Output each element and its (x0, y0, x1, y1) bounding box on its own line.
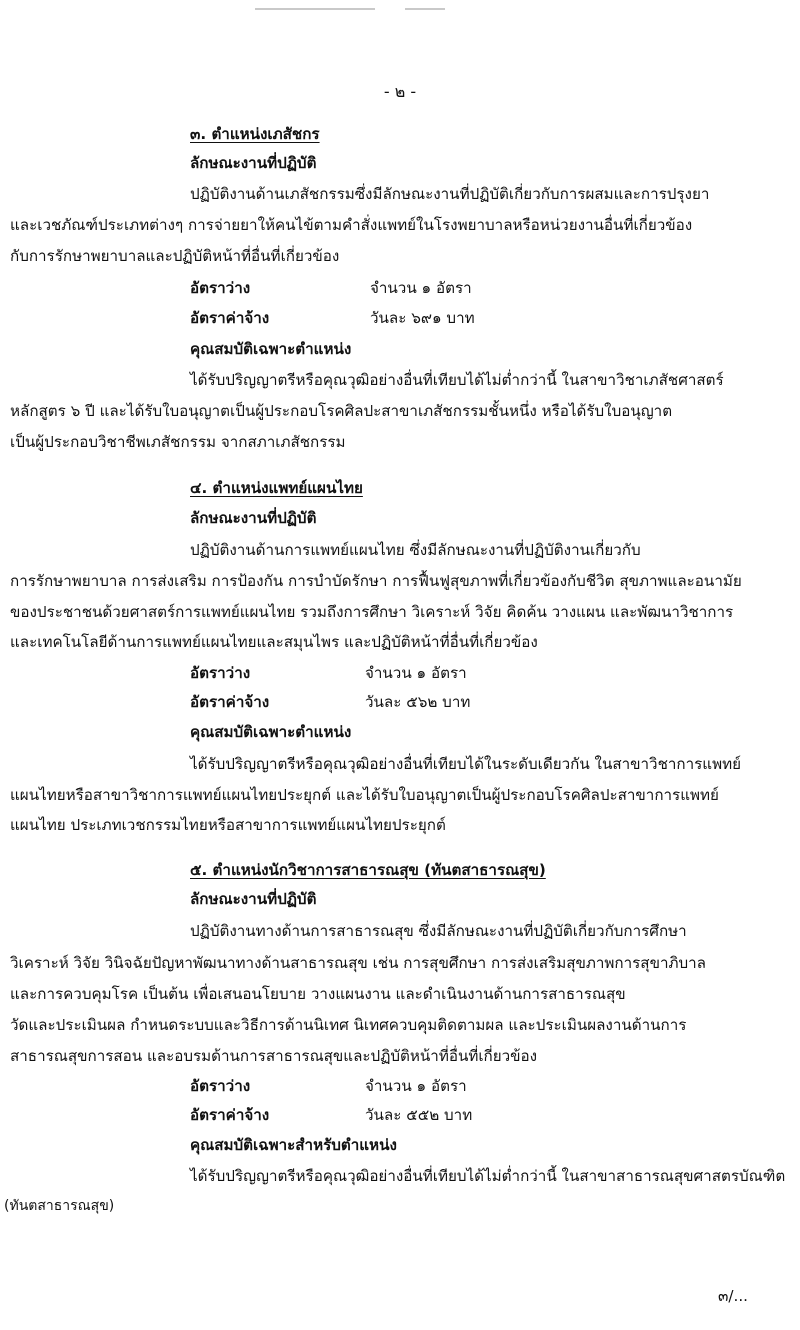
section-4-wage-label: อัตราค่าจ้าง (190, 693, 270, 711)
section-5-wage-value: วันละ ๕๕๒ บาท (365, 1106, 473, 1124)
section-3-wage-value: วันละ ๖๙๑ บาท (370, 309, 475, 327)
section-5-duty-line: ปฏิบัติงานทางด้านการสาธารณสุข ซึ่งมีลักษณะงานที่ปฏิบัติเกี่ยวกับการศึกษา (190, 922, 687, 940)
section-5-duty-title: ลักษณะงานที่ปฏิบัติ (190, 890, 317, 908)
section-4-wage-value: วันละ ๕๖๒ บาท (365, 693, 471, 711)
section-4-heading: ๔. ตำแหน่งแพทย์แผนไทย (190, 479, 363, 497)
section-4-qualification-line: แผนไทย ประเภทเวชกรรมไทยหรือสาขาการแพทย์แผนไทยประยุกต์ (10, 816, 446, 834)
section-5-wage-label: อัตราค่าจ้าง (190, 1106, 270, 1124)
section-4-duty-line: ปฏิบัติงานด้านการแพทย์แผนไทย ซึ่งมีลักษณะงานที่ปฏิบัติงานเกี่ยวกับ (190, 541, 641, 559)
section-3-qualification-line: ได้รับปริญญาตรีหรือคุณวุฒิอย่างอื่นที่เทียบได้ไม่ต่ำกว่านี้ ในสาขาวิชาเภสัชศาสตร์ (190, 371, 724, 389)
scan-top-edge (0, 8, 800, 10)
section-5-qualification-line: ได้รับปริญญาตรีหรือคุณวุฒิอย่างอื่นที่เทียบได้ไม่ต่ำกว่านี้ ในสาขาสาธารณสุขศาสตรบัณฑิต (190, 1167, 786, 1185)
section-5-duty-line: วิเคราะห์ วิจัย วินิจฉัยปัญหาพัฒนาทางด้านสาธารณสุข เช่น การสุขศึกษา การส่งเสริมสุขภาพการสุขาภิบาล (10, 954, 706, 972)
section-3-duty-line: ปฏิบัติงานด้านเภสัชกรรมซึ่งมีลักษณะงานที่ปฏิบัติเกี่ยวกับการผสมและการปรุงยา (190, 185, 710, 203)
section-3-vacancy-label: อัตราว่าง (190, 279, 251, 297)
section-4-duty-title: ลักษณะงานที่ปฏิบัติ (190, 509, 317, 527)
section-3-heading: ๓. ตำแหน่งเภสัชกร (190, 125, 320, 143)
section-5-duty-line: วัดและประเมินผล กำหนดระบบและวิธีการด้านนิเทศ นิเทศควบคุมติดตามผล และประเมินผลงานด้านการ (10, 1016, 687, 1034)
section-5-vacancy-label: อัตราว่าง (190, 1077, 251, 1095)
section-3-qualification-line: เป็นผู้ประกอบวิชาชีพเภสัชกรรม จากสภาเภสัชกรรม (10, 433, 346, 451)
section-3-duty-line: และเวชภัณฑ์ประเภทต่างๆ การจ่ายยาให้คนไข้ตามคำสั่งแพทย์ในโรงพยาบาลหรือหน่วยงานอื่นที่เกี่ยวข้อง (10, 216, 693, 234)
section-5-vacancy-value: จำนวน ๑ อัตรา (365, 1077, 467, 1095)
section-3-qualification-line: หลักสูตร ๖ ปี และได้รับใบอนุญาตเป็นผู้ประกอบโรคศิลปะสาขาเภสัชกรรมชั้นหนึ่ง หรือได้รับใบอนุญาต (10, 402, 673, 420)
section-4-duty-line: ของประชาชนด้วยศาสตร์การแพทย์แผนไทย รวมถึงการศึกษา วิเคราะห์ วิจัย คิดค้น วางแผน และพัฒนาวิชาการ (10, 603, 734, 621)
section-5-qualification-title: คุณสมบัติเฉพาะสำหรับตำแหน่ง (190, 1136, 397, 1154)
section-3-vacancy-value: จำนวน ๑ อัตรา (370, 279, 472, 297)
section-4-duty-line: และเทคโนโลยีด้านการแพทย์แผนไทยและสมุนไพร และปฏิบัติหน้าที่อื่นที่เกี่ยวข้อง (10, 633, 538, 651)
section-5-duty-line: และการควบคุมโรค เป็นต้น เพื่อเสนอนโยบาย วางแผนงาน และดำเนินงานด้านการสาธารณสุข (10, 985, 626, 1003)
section-5-qualification-line: (ทันตสาธารณสุข) (4, 1198, 115, 1214)
section-4-vacancy-label: อัตราว่าง (190, 664, 251, 682)
section-4-qualification-title: คุณสมบัติเฉพาะตำแหน่ง (190, 723, 352, 741)
section-3-duty-line: กับการรักษาพยาบาลและปฏิบัติหน้าที่อื่นที่เกี่ยวข้อง (10, 247, 340, 265)
section-3-duty-title: ลักษณะงานที่ปฏิบัติ (190, 154, 317, 172)
section-3-qualification-title: คุณสมบัติเฉพาะตำแหน่ง (190, 340, 352, 358)
section-4-duty-line: การรักษาพยาบาล การส่งเสริม การป้องกัน การบำบัดรักษา การฟื้นฟูสุขภาพที่เกี่ยวข้องกับชีวิต สุขภาพและอนามัย (10, 572, 742, 590)
section-5-heading: ๕. ตำแหน่งนักวิชาการสาธารณสุข (ทันตสาธารณสุข) (190, 861, 546, 879)
section-4-qualification-line: แผนไทยหรือสาขาวิชาการแพทย์แผนไทยประยุกต์ และได้รับใบอนุญาตเป็นผู้ประกอบโรคศิลปะสาขาการแพทย์ (10, 786, 719, 804)
section-5-duty-line: สาธารณสุขการสอน และอบรมด้านการสาธารณสุขและปฏิบัติหน้าที่อื่นที่เกี่ยวข้อง (10, 1047, 538, 1065)
section-4-qualification-line: ได้รับปริญญาตรีหรือคุณวุฒิอย่างอื่นที่เทียบได้ในระดับเดียวกัน ในสาขาวิชาการแพทย์ (190, 755, 741, 773)
section-3-wage-label: อัตราค่าจ้าง (190, 309, 270, 327)
page-footer-continuation: ๓/... (718, 1287, 748, 1305)
section-4-vacancy-value: จำนวน ๑ อัตรา (365, 664, 467, 682)
page-number: - ๒ - (383, 82, 417, 101)
